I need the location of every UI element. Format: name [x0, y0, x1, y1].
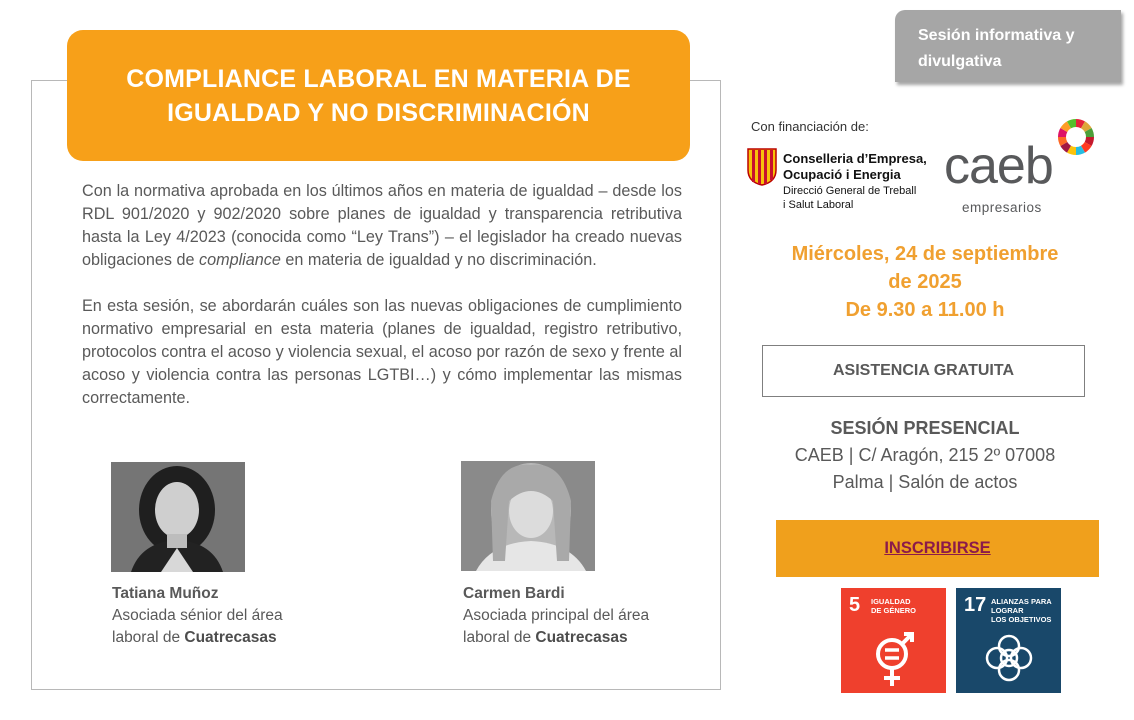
session-mode: SESIÓN PRESENCIAL [830, 418, 1020, 438]
description-emphasis: compliance [199, 251, 281, 269]
caeb-tagline: empresarios [962, 200, 1042, 215]
sdg-label: ALIANZAS PARA LOGRAR LOS OBJETIVOS [991, 597, 1052, 624]
partnership-rings-icon [983, 632, 1035, 684]
venue-address: Palma | Salón de actos [832, 472, 1018, 492]
register-button[interactable] [776, 520, 1099, 577]
event-time: De 9.30 a 11.00 h [845, 299, 1005, 321]
sdg-label: IGUALDAD DE GÉNERO [871, 597, 917, 615]
conselleria-logo [747, 148, 937, 218]
page-title: COMPLIANCE LABORAL EN MATERIA DE IGUALDAD Y NO DISCRIMINACIÓN [126, 64, 631, 127]
venue-address: CAEB | C/ Aragón, 215 2º 07008 [794, 445, 1056, 465]
sdg-wheel-icon [1057, 118, 1095, 156]
caeb-wordmark: caeb [944, 137, 1053, 195]
sdg-number: 5 [849, 594, 861, 616]
speaker-photo-tatiana [111, 462, 245, 572]
event-date-line: de 2025 [888, 271, 962, 293]
speaker-name: Carmen Bardi [463, 585, 565, 602]
sdg-5-tile [841, 588, 946, 693]
sdg-17-tile [956, 588, 1061, 693]
session-type-tag [895, 10, 1121, 82]
speaker-role: Asociada principal del área [463, 607, 650, 624]
speaker-name: Tatiana Muñoz [112, 585, 219, 602]
conselleria-subtitle: Direcció General de Treball i Salut Laboral [783, 185, 917, 211]
conselleria-name: Conselleria d’Empresa, Ocupació i Energia [783, 151, 927, 182]
speaker-firm: Cuatrecasas [535, 629, 628, 646]
speaker-role: Asociada sénior del área [112, 607, 283, 624]
gender-equality-icon [868, 630, 920, 688]
description-paragraph-1 [82, 180, 682, 272]
balearic-shield-icon [747, 148, 777, 186]
speaker-role: laboral de Cuatrecasas [112, 629, 277, 646]
speaker-firm: Cuatrecasas [184, 629, 277, 646]
funding-label: Con financiación de: [751, 119, 869, 134]
venue-info [760, 415, 1090, 496]
speaker-card [112, 583, 283, 649]
speaker-card [463, 583, 649, 649]
caeb-logo [944, 118, 1100, 218]
session-type-label: Sesión informativa y divulgativa [918, 27, 1075, 70]
speaker-photo-carmen [461, 461, 595, 571]
description [82, 180, 682, 433]
register-link[interactable]: INSCRIBIRSE [884, 539, 991, 557]
title-banner [67, 30, 690, 161]
speaker-role: laboral de Cuatrecasas [463, 629, 628, 646]
description-paragraph-2: En esta sesión, se abordarán cuáles son las nuevas obligaciones de cumplimiento normativo empresarial en esta materia (planes de igualdad, registro retributivo, protocolos contra el acoso y violencia sexual, el acoso por razón de sexo y frente al acoso y violencia contra las personas LGTBI…) y cómo implementar las mismas correctamente. [82, 297, 682, 407]
description-text: Con la normativa aprobada en los últimos años en materia de igualdad – desde los RDL 901/2020 y 902/2020 sobre planes de igualdad y transparencia retributiva hasta la Ley 4/2023 (conocida como “Ley Trans”) – el legislador ha creado nuevas obligaciones de [82, 182, 682, 269]
event-date-line: Miércoles, 24 de septiembre [791, 243, 1059, 265]
free-attendance-badge: ASISTENCIA GRATUITA [762, 345, 1085, 397]
sdg-number: 17 [964, 594, 987, 616]
event-datetime [760, 240, 1090, 324]
description-text: en materia de igualdad y no discriminación. [280, 251, 597, 269]
